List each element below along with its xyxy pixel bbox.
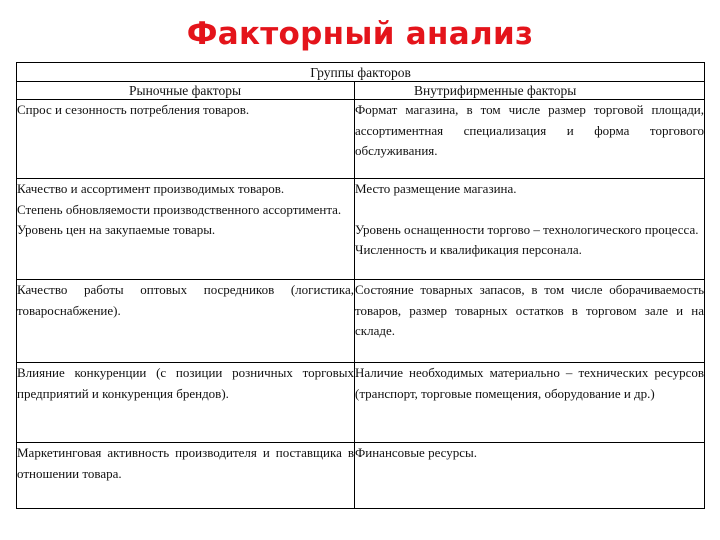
internal-factor-cell [355, 280, 705, 363]
column-header-internal: Внутрифирменные факторы [355, 82, 705, 100]
market-factor-text: Уровень цен на закупаемые товары. [17, 222, 216, 237]
market-factor-cell [17, 100, 355, 179]
market-factor-text: Качество работы оптовых посредников (логистика, товароснабжение). [17, 282, 354, 318]
market-factor-text: Степень обновляемости производственного ассортимента. [17, 201, 342, 217]
internal-factor-text: Состояние товарных запасов, в том числе оборачиваемость товаров, размер товарных остатков в торговом зале и на складе. [355, 282, 705, 338]
market-factor-text: Качество и ассортимент производимых товаров. [17, 181, 285, 196]
group-header: Группы факторов [17, 63, 705, 82]
table-row [17, 443, 705, 509]
column-header-market: Рыночные факторы [17, 82, 355, 100]
internal-factor-text: Численность и квалификация персонала. [355, 242, 582, 257]
internal-factor-text: Финансовые ресурсы. [355, 445, 478, 460]
internal-factor-text: Место размещение магазина. [355, 181, 517, 196]
internal-factor-cell [355, 363, 705, 443]
table-column-header-row [17, 82, 705, 100]
table-row [17, 179, 705, 280]
internal-factor-cell [355, 100, 705, 179]
internal-factor-text: Наличие необходимых материально – технических ресурсов (транспорт, торговые помещения, оборудование и др.) [355, 365, 705, 401]
market-factor-cell [17, 443, 355, 509]
market-factor-text: Влияние конкуренции (с позиции розничных торговых предприятий и конкуренция брендов). [17, 365, 354, 401]
table-row [17, 363, 705, 443]
internal-factor-text: Уровень оснащенности торгово – технологического процесса. [355, 221, 699, 237]
table-row [17, 100, 705, 179]
table-group-header-row [17, 63, 705, 82]
internal-factor-cell [355, 443, 705, 509]
factor-table [16, 62, 705, 509]
market-factor-cell [17, 280, 355, 363]
page-title: Факторный анализ [186, 16, 534, 52]
market-factor-text: Спрос и сезонность потребления товаров. [17, 102, 250, 117]
internal-factor-cell [355, 179, 705, 280]
internal-factor-text: Формат магазина, в том числе размер торговой площади, ассортиментная специализация и форма торгового обслуживания. [355, 102, 705, 158]
market-factor-text: Маркетинговая активность производителя и поставщика в отношении товара. [17, 445, 354, 481]
table-row [17, 280, 705, 363]
market-factor-cell [17, 179, 355, 280]
market-factor-cell [17, 363, 355, 443]
